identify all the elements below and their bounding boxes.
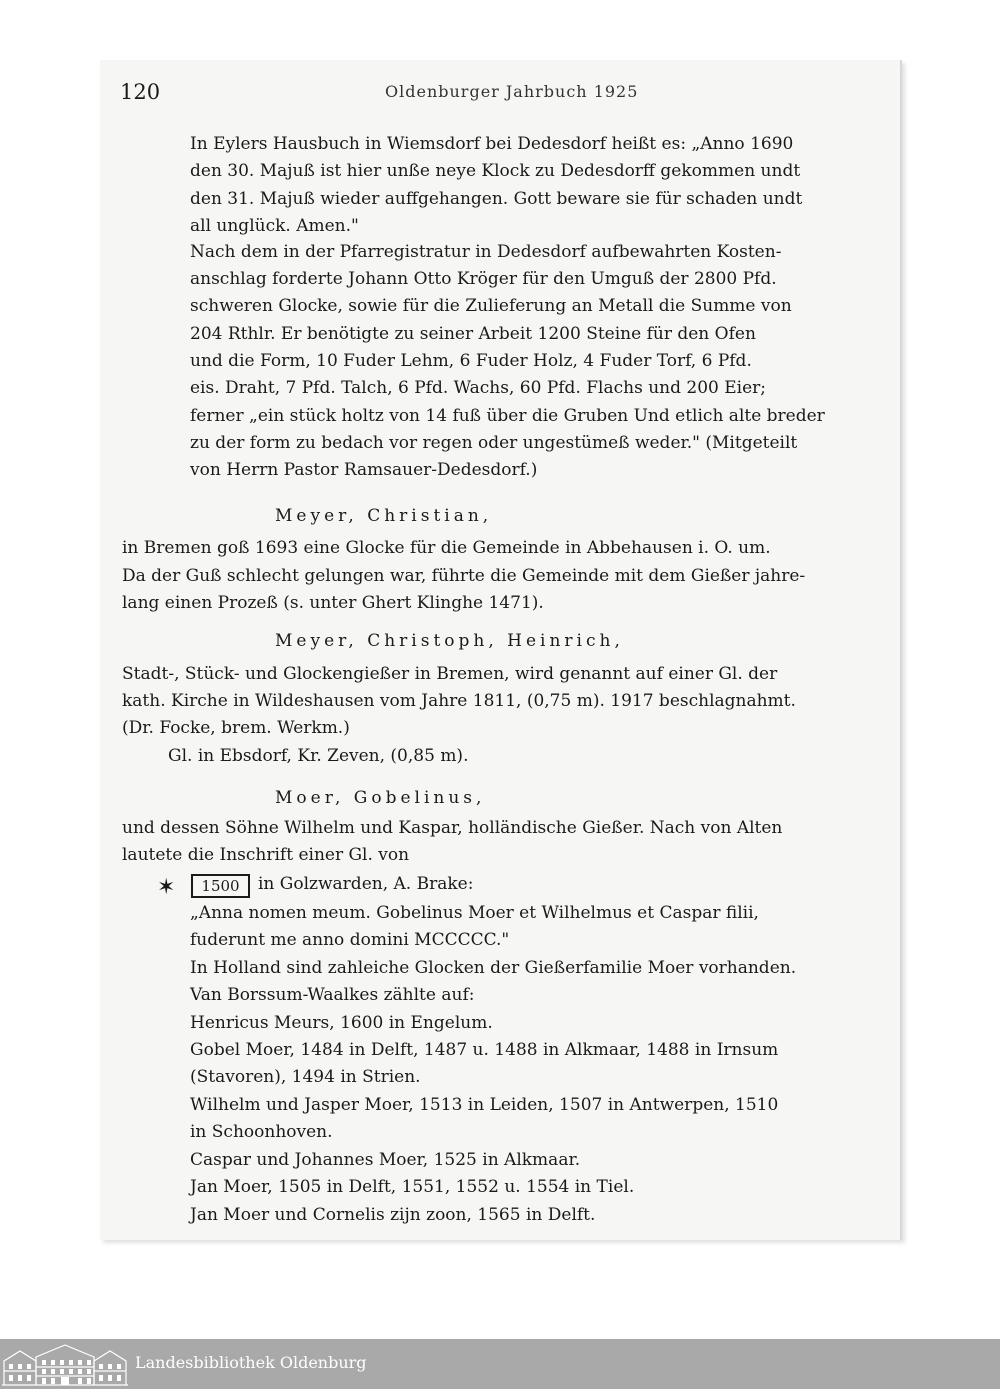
library-building-icon	[0, 1339, 130, 1389]
text-line: Van Borssum-Waalkes zählte auf:	[190, 985, 475, 1005]
text-line: Da der Guß schlecht gelungen war, führte die Gemeinde mit dem Gießer jahre-	[122, 566, 806, 586]
library-name: Landesbibliothek Oldenburg	[135, 1353, 367, 1372]
text-line: den 30. Majuß ist hier unße neye Klock zu Dedesdorff gekommen undt	[190, 161, 801, 181]
page-header	[0, 80, 1000, 110]
text-line: all unglück. Amen."	[190, 216, 359, 236]
location-line: in Golzwarden, A. Brake:	[258, 874, 474, 894]
text-line: In Holland sind zahleiche Glocken der Gießerfamilie Moer vorhanden.	[190, 958, 797, 978]
text-line: (Stavoren), 1494 in Strien.	[190, 1067, 421, 1087]
page-number: 120	[120, 80, 161, 104]
text-line: eis. Draht, 7 Pfd. Talch, 6 Pfd. Wachs, 60 Pfd. Flachs und 200 Eier;	[190, 378, 767, 398]
text-line: Stadt-, Stück- und Glockengießer in Bremen, wird genannt auf einer Gl. der	[122, 664, 778, 684]
text-line: Gl. in Ebsdorf, Kr. Zeven, (0,85 m).	[168, 746, 469, 766]
entry-heading-meyer-christoph: Meyer, Christoph, Heinrich,	[275, 631, 624, 651]
entry-heading-moer-gobelinus: Moer, Gobelinus,	[275, 788, 486, 808]
text-line: Jan Moer, 1505 in Delft, 1551, 1552 u. 1554 in Tiel.	[190, 1177, 635, 1197]
text-line: lautete die Inschrift einer Gl. von	[122, 845, 410, 865]
text-line: Caspar und Johannes Moer, 1525 in Alkmaar.	[190, 1150, 581, 1170]
text-line: 204 Rthlr. Er benötigte zu seiner Arbeit 1200 Steine für den Ofen	[190, 324, 756, 344]
text-line: zu der form zu bedach vor regen oder ungestümeß weder." (Mitgeteilt	[190, 433, 798, 453]
text-line: Nach dem in der Pfarregistratur in Dedesdorf aufbewahrten Kosten-	[190, 242, 782, 262]
entry-heading-meyer-christian: Meyer, Christian,	[275, 506, 493, 526]
text-line: (Dr. Focke, brem. Werkm.)	[122, 718, 350, 738]
text-line: ferner „ein stück holtz von 14 fuß über die Gruben Und etlich alte breder	[190, 406, 825, 426]
text-line: den 31. Majuß wieder auffgehangen. Gott beware sie für schaden undt	[190, 189, 803, 209]
text-line: und dessen Söhne Wilhelm und Kaspar, holländische Gießer. Nach von Alten	[122, 818, 783, 838]
text-line: Jan Moer und Cornelis zijn zoon, 1565 in Delft.	[190, 1205, 596, 1225]
star-marker-icon: ✶	[157, 875, 176, 900]
text-line: Gobel Moer, 1484 in Delft, 1487 u. 1488 in Alkmaar, 1488 in Irnsum	[190, 1040, 779, 1060]
text-line: in Schoonhoven.	[190, 1122, 333, 1142]
text-line: und die Form, 10 Fuder Lehm, 6 Fuder Holz, 4 Fuder Torf, 6 Pfd.	[190, 351, 752, 371]
text-line: anschlag forderte Johann Otto Kröger für den Umguß der 2800 Pfd.	[190, 269, 777, 289]
text-line: von Herrn Pastor Ramsauer-Dedesdorf.)	[190, 460, 538, 480]
text-line: lang einen Prozeß (s. unter Ghert Klinghe 1471).	[122, 593, 544, 613]
boxed-year: 1500	[191, 874, 250, 898]
text-line: In Eylers Hausbuch in Wiemsdorf bei Dedesdorf heißt es: „Anno 1690	[190, 134, 794, 154]
text-line: in Bremen goß 1693 eine Glocke für die Gemeinde in Abbehausen i. O. um.	[122, 538, 771, 558]
text-line: fuderunt me anno domini MCCCCC."	[190, 930, 510, 950]
text-line: schweren Glocke, sowie für die Zulieferung an Metall die Summe von	[190, 296, 792, 316]
text-line: Henricus Meurs, 1600 in Engelum.	[190, 1013, 493, 1033]
text-line: „Anna nomen meum. Gobelinus Moer et Wilhelmus et Caspar filii,	[190, 903, 759, 923]
running-title: Oldenburger Jahrbuch 1925	[385, 82, 639, 101]
library-footer	[0, 1339, 1000, 1389]
text-line: kath. Kirche in Wildeshausen vom Jahre 1811, (0,75 m). 1917 beschlagnahmt.	[122, 691, 796, 711]
text-line: Wilhelm und Jasper Moer, 1513 in Leiden, 1507 in Antwerpen, 1510	[190, 1095, 779, 1115]
